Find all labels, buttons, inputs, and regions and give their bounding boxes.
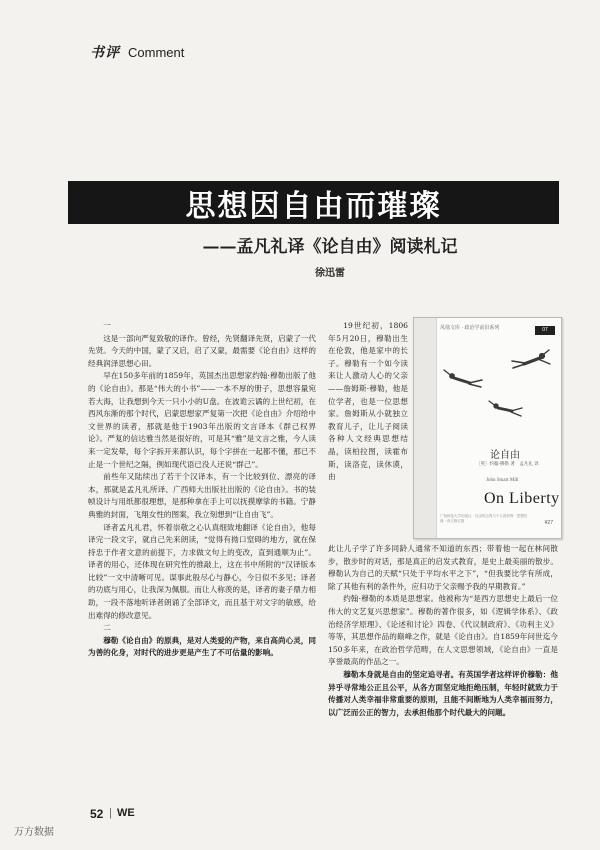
paragraph: 译者孟凡礼君，怀着崇敬之心认真细致地翻译《论自由》，他每译完一段文字，就自己先来朗读，“觉得有拗口窒碍的地方，就在保持忠于作者文意的前提下，力求做文句上的变改，直到通顺为止”。译者的用心，还体现在研究性的推敲上，这在书中所附的“汉译版本比较”一文中清晰可见。谋事此般尽心与静心，今日似不多见；译者的功底与用心，让我深为佩服。而让人称羡的是，译者的妻子鼎力相助，一段不落地听译者朗诵了全部译文，而且基于对文字的敏感，给出难得的修改意见。 <box>88 522 316 620</box>
magazine-name: WE <box>117 807 135 819</box>
paragraph: 穆勒《论自由》的原典，是对人类爱的产物，来自高尚心灵，同为善的化身，对时代的进步更是产生了不可估量的影响。 <box>88 635 316 658</box>
left-column <box>88 320 316 660</box>
cover-author-en: John Stuart Mill <box>486 478 519 483</box>
page-number: 52 <box>90 807 104 821</box>
title-banner <box>68 181 559 224</box>
article-subtitle: ——孟凡礼译《论自由》阅读札记 <box>202 237 458 257</box>
footer-separator: | <box>109 807 112 819</box>
paragraph: 约翰·穆勒的本质是思想家。他被称为“是西方思想史上最后一位伟大的文艺复兴思想家”。穆勒的著作很多，如《逻辑学体系》、《政治经济学原理》、《论述和讨论》四卷、《代议制政府》、《功利主义》等等，其思想作品的巅峰之作，就是《论自由》。自1859年问世迄今150多年来，在政治哲学范畴，在人文思想领域，《论自由》一直是享誉最高的作品之一。 <box>328 594 558 667</box>
paragraph: 前些年又陆续出了若干个汉译本，有一个比较到位、漂亮的译本，那就是孟凡礼所译、广西师大出版社出版的《论自由》。书的装帧设计与用纸都很理想，是那种拿在手上可以抚摸摩挲的书籍。宁静典雅的封面，飞翔女性的图案，我立刻想到“让自由飞”。 <box>88 472 316 519</box>
right-column <box>328 543 558 719</box>
section-number-1: 一 <box>103 321 111 330</box>
article-author: 徐迅雷 <box>315 268 345 279</box>
article-title: 思想因自由而璀璨 <box>185 188 442 224</box>
cover-badge: 07 <box>535 326 555 335</box>
section-label-en: Comment <box>128 45 185 60</box>
paragraph: 穆勒本身就是自由的坚定追寻者。有英国学者这样评价穆勒：他异乎寻常地公正且公平，从各方面坚定地拒绝压制，年轻时就致力于传播对人类幸福非常重要的原则，且能不间断地为人类幸福而努力，以广泛而公正的智力，去承担他那个时代最大的问题。 <box>328 669 558 717</box>
cover-title-cn: 论自由 <box>490 450 520 461</box>
book-spine <box>414 318 437 538</box>
cover-author: 〔英〕约翰·穆勒 著 孟凡礼 译 <box>476 462 539 467</box>
flying-figures-illustration <box>438 340 558 450</box>
cover-title-en: On Liberty <box>484 490 560 507</box>
cover-fineprint: 广西师范大学出版社 · 自由的边界与个人的权利 · 思想经典 · 译文修订版 <box>440 514 528 523</box>
right-column-narrow <box>328 320 408 484</box>
paragraph: 19世纪初，1806年5月20日，穆勒出生在伦敦，他是家中的长子。穆勒有一个如今读来让人激动人心的父亲——詹姆斯·穆勒，他是位学者，也是一位思想家。詹姆斯从小就独立教育儿子，让儿子阅读各种人文经典思想结晶，读柏拉图，读霍布斯，读洛克，读休谟，由 <box>328 321 408 482</box>
book-cover-image <box>413 317 562 539</box>
section-label-cn: 书评 <box>90 45 120 61</box>
watermark: 万方数据 <box>14 827 54 838</box>
section-number-2: 二 <box>103 623 111 633</box>
paragraph: 这是一部向严复致敬的译作。曾经，先贤翻译先贤，启蒙了一代先贤。今天的中国，蒙了又启，启了又蒙，最需要《论自由》这样的经典润泽思想心田。 <box>88 333 316 368</box>
paragraph: 此让儿子学了许多同龄人通常不知道的东西；带着他一起在林间散步，散步时的对话，那是真正的启发式教育，是史上最美丽的散步。穆勒认为自己的天赋“只处于平均水平之下”，“但我要比学有所成，除了其他有利的条件外，应归功于父亲赐予我的早期教育。” <box>328 544 558 591</box>
cover-series: 凤凰文库 · 政治学前沿系列 <box>440 325 500 331</box>
paragraph: 早在150多年前的1859年，英国杰出思想家约翰·穆勒出版了他的《论自由》。那是“伟大的小书”——一本不厚的册子，思想容量宛若大海，让我想到今天一只小小的U盘。在波诡云谲的上世纪初，在西风东渐的那个时代，启蒙思想家严复第一次把《论自由》介绍给中文世界的读者，那就是他于1903年出版的文言译本《群己权界论》。严复的信达雅当然是很好的，可是其“雅”是文言之雅，今人读来一定发晕，每个字拆开来都认识，每个字拼在一起都不懂，那已不止是一个世纪之隔，例如现代语已没人还说“群己”。 <box>88 371 316 469</box>
section-mark <box>90 42 184 62</box>
cover-price: ¥27 <box>544 520 553 526</box>
